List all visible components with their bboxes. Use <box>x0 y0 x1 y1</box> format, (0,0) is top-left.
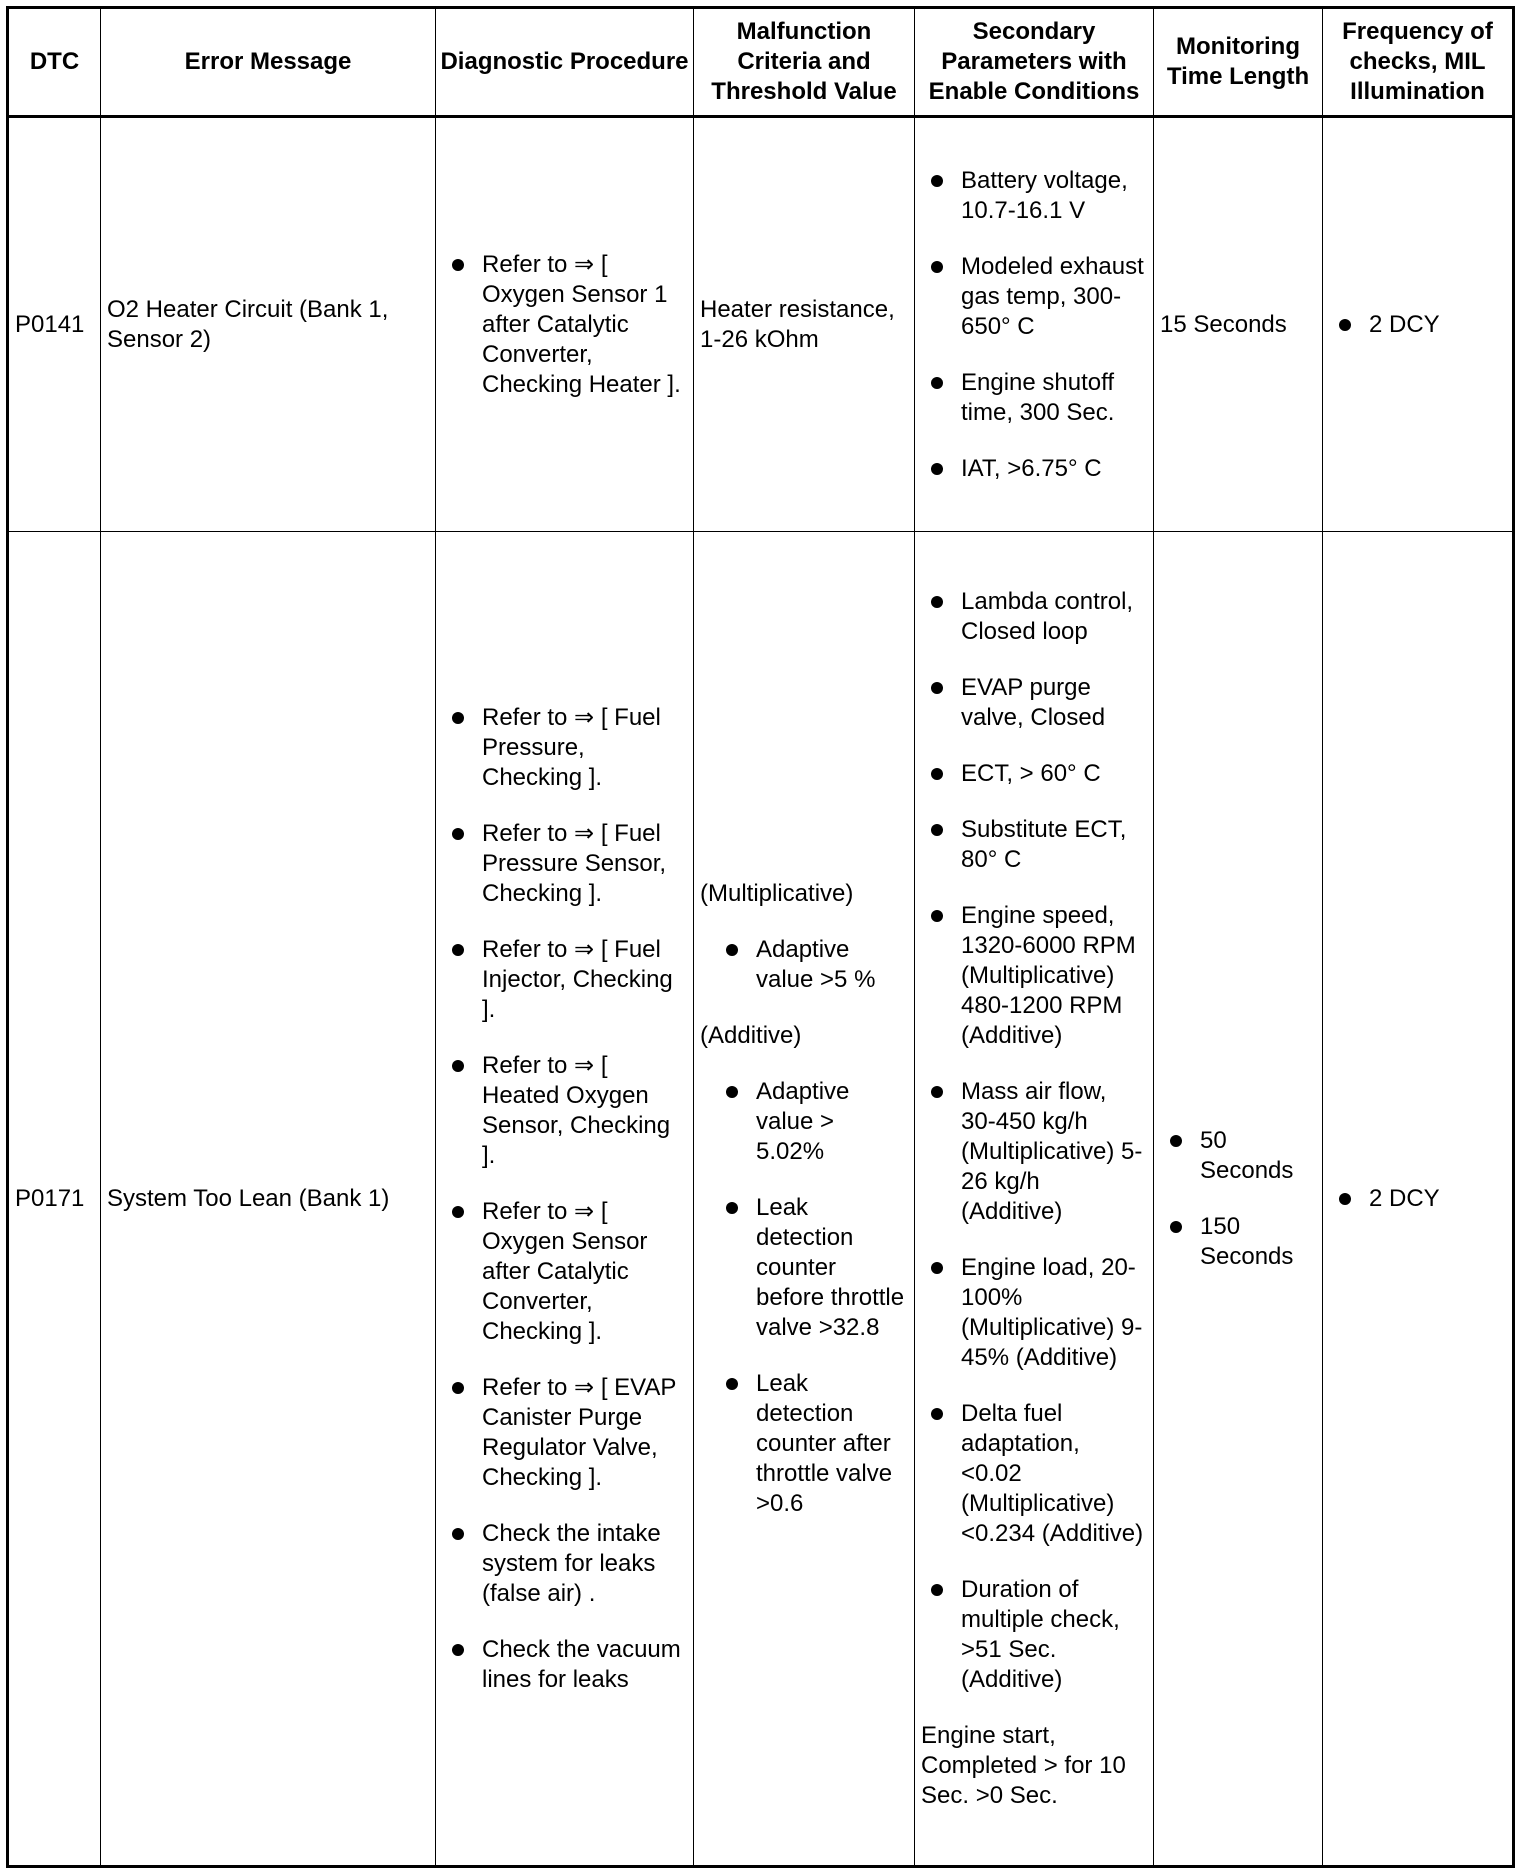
list-item: Leak detection counter before throttle valve >32.8 <box>716 1193 908 1343</box>
group-label: (Additive) <box>700 1021 802 1049</box>
bullet-list <box>442 703 687 1695</box>
list-item: Engine speed, 1320-6000 RPM (Multiplicative) 480-1200 RPM (Additive) <box>921 901 1147 1051</box>
bullet-list <box>921 166 1147 484</box>
list-item: Refer to ⇒ [ Oxygen Sensor after Catalytic Converter, Checking ]. <box>442 1197 687 1347</box>
list-item: Mass air flow, 30-450 kg/h (Multiplicative) 5-26 kg/h (Additive) <box>921 1077 1147 1227</box>
frequency <box>1323 532 1514 1867</box>
list-item: Substitute ECT, 80° C <box>921 815 1147 875</box>
list-item: Engine shutoff time, 300 Sec. <box>921 368 1147 428</box>
malfunction-criteria <box>694 532 915 1867</box>
list-item: ECT, > 60° C <box>921 759 1147 789</box>
bullet-list <box>1329 310 1506 340</box>
list-item: Refer to ⇒ [ Fuel Pressure Sensor, Checking ]. <box>442 819 687 909</box>
list-item: Refer to ⇒ [ EVAP Canister Purge Regulator Valve, Checking ]. <box>442 1373 687 1493</box>
list-item: Refer to ⇒ [ Fuel Injector, Checking ]. <box>442 935 687 1025</box>
bullet-list <box>442 250 687 400</box>
list-item: Leak detection counter after throttle valve >0.6 <box>716 1369 908 1519</box>
list-item: 150 Seconds <box>1160 1212 1316 1272</box>
table-row <box>8 117 1514 532</box>
list-item: Check the vacuum lines for leaks <box>442 1635 687 1695</box>
malfunction-criteria: Heater resistance, 1-26 kOhm <box>694 117 915 532</box>
table-row <box>8 532 1514 1867</box>
list-item: Duration of multiple check, >51 Sec. (Additive) <box>921 1575 1147 1695</box>
list-item: Refer to ⇒ [ Oxygen Sensor 1 after Catalytic Converter, Checking Heater ]. <box>442 250 687 400</box>
list-item: Check the intake system for leaks (false air) . <box>442 1519 687 1609</box>
list-item: Adaptive value > 5.02% <box>716 1077 908 1167</box>
list-item: Modeled exhaust gas temp, 300-650° C <box>921 252 1147 342</box>
list-item: Lambda control, Closed loop <box>921 587 1147 647</box>
header-row <box>8 8 1514 117</box>
dtc-code: P0141 <box>8 117 101 532</box>
diagnostic-procedure <box>436 532 694 1867</box>
diagnostic-procedure <box>436 117 694 532</box>
list-item: IAT, >6.75° C <box>921 454 1147 484</box>
list-item: EVAP purge valve, Closed <box>921 673 1147 733</box>
bullet-list <box>1329 1184 1506 1214</box>
header-frequency: Frequency of checks, MIL Illumination <box>1323 8 1514 117</box>
secondary-tail: Engine start, Completed > for 10 Sec. >0 Sec. <box>921 1721 1126 1809</box>
dtc-code: P0171 <box>8 532 101 1867</box>
list-item: Engine load, 20-100% (Multiplicative) 9-45% (Additive) <box>921 1253 1147 1373</box>
group-label: (Multiplicative) <box>700 879 854 907</box>
bullet-list <box>921 587 1147 1695</box>
secondary-parameters <box>915 117 1154 532</box>
header-dtc: DTC <box>8 8 101 117</box>
header-malfunction-criteria: Malfunction Criteria and Threshold Value <box>694 8 915 117</box>
list-item: 2 DCY <box>1329 310 1506 340</box>
list-item: 50 Seconds <box>1160 1126 1316 1186</box>
list-item: Delta fuel adaptation, <0.02 (Multiplicative) <0.234 (Additive) <box>921 1399 1147 1549</box>
list-item: Refer to ⇒ [ Heated Oxygen Sensor, Checking ]. <box>442 1051 687 1171</box>
list-item: Battery voltage, 10.7-16.1 V <box>921 166 1147 226</box>
frequency <box>1323 117 1514 532</box>
header-secondary-parameters: Secondary Parameters with Enable Conditions <box>915 8 1154 117</box>
header-monitoring-time: Monitoring Time Length <box>1154 8 1323 117</box>
bullet-list <box>1160 1126 1316 1272</box>
list-item: Refer to ⇒ [ Fuel Pressure, Checking ]. <box>442 703 687 793</box>
error-message: System Too Lean (Bank 1) <box>101 532 436 1867</box>
dtc-table <box>6 6 1515 1868</box>
secondary-parameters <box>915 532 1154 1867</box>
list-item: Adaptive value >5 % <box>716 935 908 995</box>
error-message: O2 Heater Circuit (Bank 1, Sensor 2) <box>101 117 436 532</box>
monitoring-time <box>1154 532 1323 1867</box>
monitoring-time: 15 Seconds <box>1154 117 1323 532</box>
bullet-list <box>716 1077 908 1519</box>
header-error-message: Error Message <box>101 8 436 117</box>
header-diagnostic-procedure: Diagnostic Procedure <box>436 8 694 117</box>
list-item: 2 DCY <box>1329 1184 1506 1214</box>
bullet-list <box>716 935 908 995</box>
